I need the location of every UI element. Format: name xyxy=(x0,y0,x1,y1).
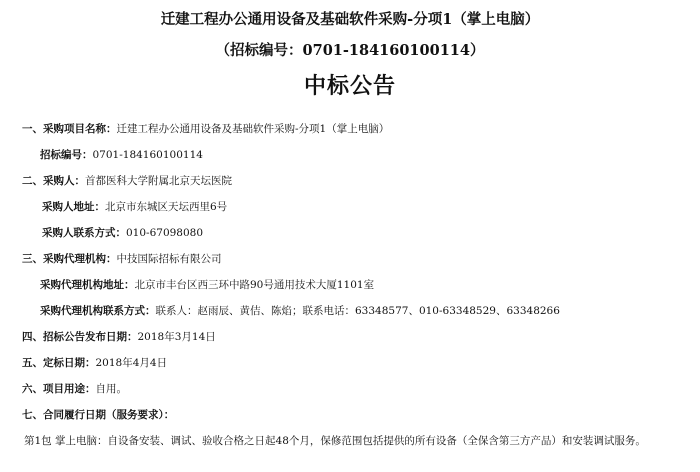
purchaser-contact-row xyxy=(42,226,203,240)
purchaser-label: 二、采购人： xyxy=(22,175,85,187)
publish-date-row xyxy=(22,330,216,344)
document-title: 迁建工程办公通用设备及基础软件采购-分项1（掌上电脑） xyxy=(160,11,540,28)
award-date-row xyxy=(22,356,167,370)
publish-date-value: 2018年3月14日 xyxy=(137,331,216,343)
notice-title: 中标公告 xyxy=(303,73,396,99)
agency-address-value: 北京市丰台区西三环中路90号通用技术大厦1101室 xyxy=(134,279,375,291)
project-name-row xyxy=(22,122,389,136)
project-name-label: 一、采购项目名称： xyxy=(22,123,117,135)
award-date-value: 2018年4月4日 xyxy=(95,357,168,369)
project-name-value: 迁建工程办公通用设备及基础软件采购-分项1（掌上电脑） xyxy=(116,123,390,135)
package-detail-text: 第1包 掌上电脑：自设备安装、调试、验收合格之日起48个月，保修范围包括提供的所有设备（全保含第三方产品）和安装调试服务。 xyxy=(24,435,646,447)
contract-period-label: 七、合同履行日期（服务要求）： xyxy=(22,409,175,421)
contract-period-row xyxy=(22,408,174,422)
purchaser-value: 首都医科大学附属北京天坛医院 xyxy=(85,175,232,187)
agency-address-label: 采购代理机构地址： xyxy=(40,279,135,291)
agency-value: 中技国际招标有限公司 xyxy=(116,253,222,265)
agency-contact-row xyxy=(40,304,560,318)
agency-row xyxy=(22,252,222,266)
purchaser-address-row xyxy=(42,200,227,214)
tender-number-heading: （招标编号：0701-184160100114） xyxy=(215,42,485,59)
tender-number-row xyxy=(40,148,203,162)
agency-address-row xyxy=(40,278,374,292)
award-date-label: 五、定标日期： xyxy=(22,357,96,369)
project-use-value: 自用。 xyxy=(95,383,127,395)
project-use-row xyxy=(22,382,127,396)
publish-date-label: 四、招标公告发布日期： xyxy=(22,331,138,343)
purchaser-address-label: 采购人地址： xyxy=(42,201,105,213)
agency-label: 三、采购代理机构： xyxy=(22,253,117,265)
purchaser-row xyxy=(22,174,232,188)
purchaser-contact-value: 010-67098080 xyxy=(126,227,204,239)
package-detail-row xyxy=(24,434,646,448)
tender-number-value: 0701-184160100114 xyxy=(92,149,203,161)
tender-number-label: 招标编号： xyxy=(40,149,93,161)
purchaser-address-value: 北京市东城区天坛西里6号 xyxy=(105,201,228,213)
project-use-label: 六、项目用途： xyxy=(22,383,96,395)
purchaser-contact-label: 采购人联系方式： xyxy=(42,227,126,239)
agency-contact-label: 采购代理机构联系方式： xyxy=(40,305,156,317)
agency-contact-value: 联系人：赵雨辰、黄佶、陈焰；联系电话：63348577、010-63348529、63348266 xyxy=(155,305,560,317)
